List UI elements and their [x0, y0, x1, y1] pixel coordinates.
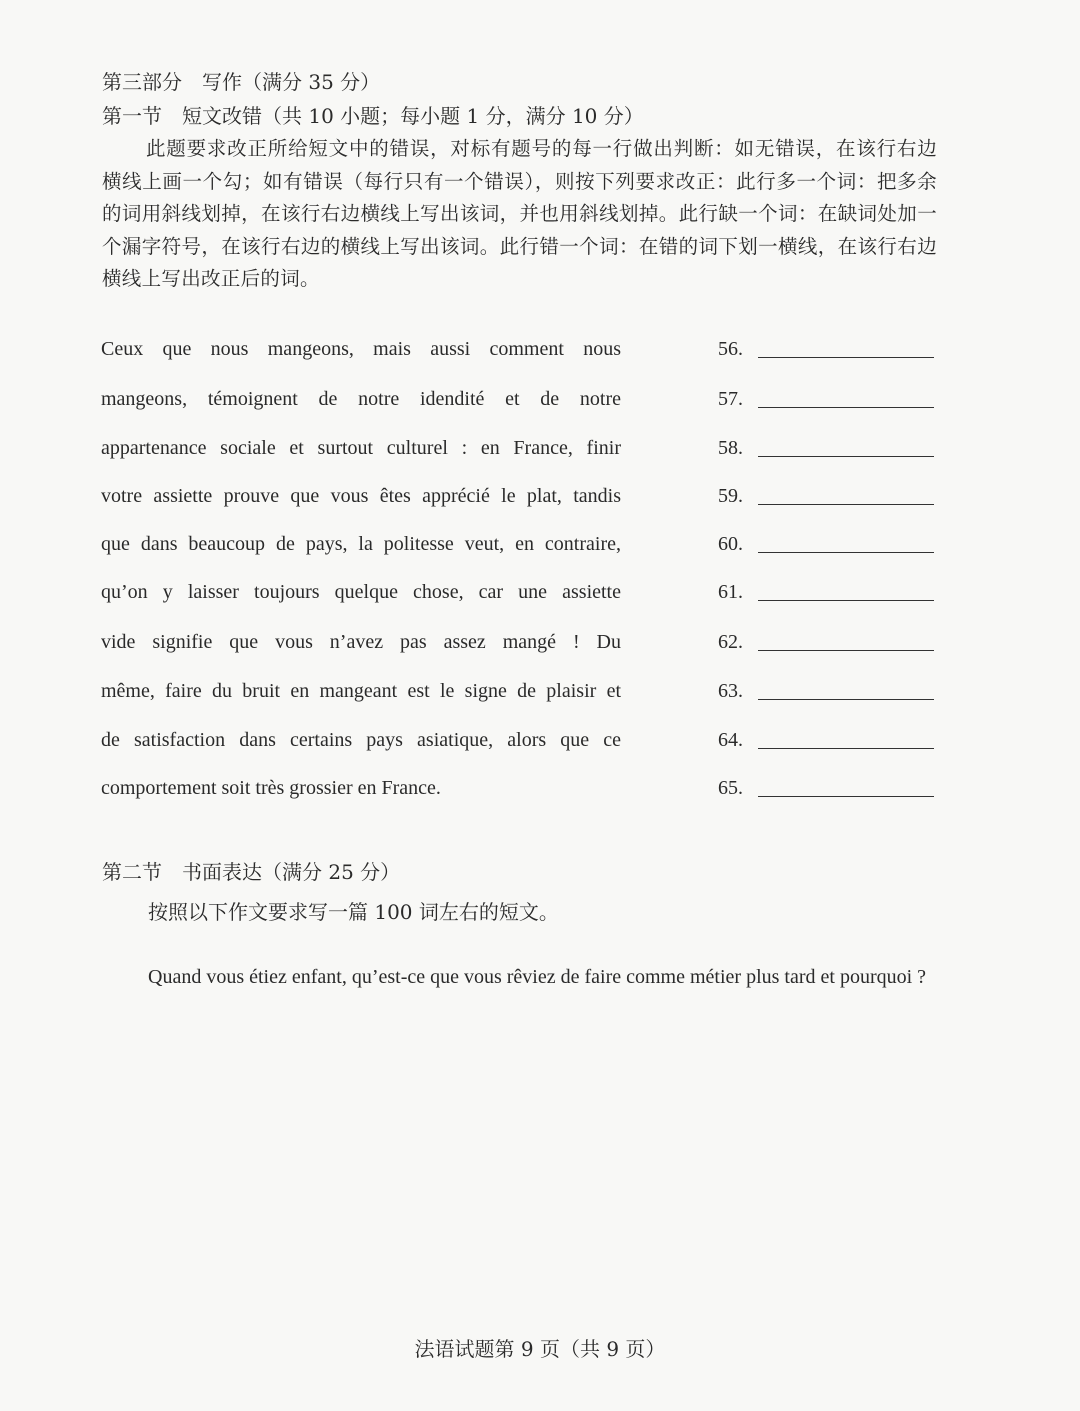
answer-blank-59[interactable] [758, 504, 934, 505]
section1-instructions: 此题要求改正所给短文中的错误，对标有题号的每一行做出判断：如无错误，在该行右边横线上画一个勾；如有错误（每行只有一个错误），则按下列要求改正：此行多一个词：把多余的词用斜线划掉，在该行右边横线上写出该词，并也用斜线划掉。此行缺一个词：在缺词处加一个漏字符号，在该行右边的横线上写出该词。此行错一个词：在错的词下划一横线，在该行右边横线上写出改正后的词。 [102, 137, 937, 290]
answer-number-56: 56. [718, 338, 743, 360]
passage-line-60: que dans beaucoup de pays, la politesse veut, en contraire, [101, 533, 621, 555]
answer-number-65: 65. [718, 777, 743, 799]
answer-number-57: 57. [718, 388, 743, 410]
passage-line-65: comportement soit très grossier en France. [101, 777, 441, 799]
answer-blank-65[interactable] [758, 796, 934, 797]
section2-instructions: 按照以下作文要求写一篇 100 词左右的短文。 [148, 900, 559, 924]
answer-blank-64[interactable] [758, 748, 934, 749]
answer-blank-61[interactable] [758, 600, 934, 601]
section2-title: 第二节 书面表达（满分 25 分） [102, 860, 401, 884]
answer-number-64: 64. [718, 729, 743, 751]
passage-line-58: appartenance sociale et surtout culturel : en France, finir [101, 437, 621, 459]
answer-number-60: 60. [718, 533, 743, 555]
answer-number-58: 58. [718, 437, 743, 459]
part-title: 第三部分 写作（满分 35 分） [102, 70, 381, 94]
answer-number-59: 59. [718, 485, 743, 507]
passage-line-59: votre assiette prouve que vous êtes apprécié le plat, tandis [101, 485, 621, 507]
passage-line-63: même, faire du bruit en mangeant est le signe de plaisir et [101, 680, 621, 702]
answer-number-62: 62. [718, 631, 743, 653]
passage-line-62: vide signifie que vous n’avez pas assez mangé ! Du [101, 631, 621, 653]
answer-number-63: 63. [718, 680, 743, 702]
writing-prompt: Quand vous étiez enfant, qu’est-ce que vous rêviez de faire comme métier plus tard et pourquoi ? [148, 966, 927, 988]
answer-blank-57[interactable] [758, 407, 934, 408]
passage-line-57: mangeons, témoignent de notre idendité et de notre [101, 388, 621, 410]
answer-blank-63[interactable] [758, 699, 934, 700]
answer-blank-62[interactable] [758, 650, 934, 651]
answer-number-61: 61. [718, 581, 743, 603]
passage-line-56: Ceux que nous mangeons, mais aussi comment nous [101, 338, 621, 360]
answer-blank-56[interactable] [758, 357, 934, 358]
answer-blank-58[interactable] [758, 456, 934, 457]
answer-blank-60[interactable] [758, 552, 934, 553]
passage-line-61: qu’on y laisser toujours quelque chose, car une assiette [101, 581, 621, 603]
section1-title: 第一节 短文改错（共 10 小题；每小题 1 分，满分 10 分） [102, 104, 644, 128]
page-footer: 法语试题第 9 页（共 9 页） [414, 1337, 666, 1361]
passage-line-64: de satisfaction dans certains pays asiatique, alors que ce [101, 729, 621, 751]
